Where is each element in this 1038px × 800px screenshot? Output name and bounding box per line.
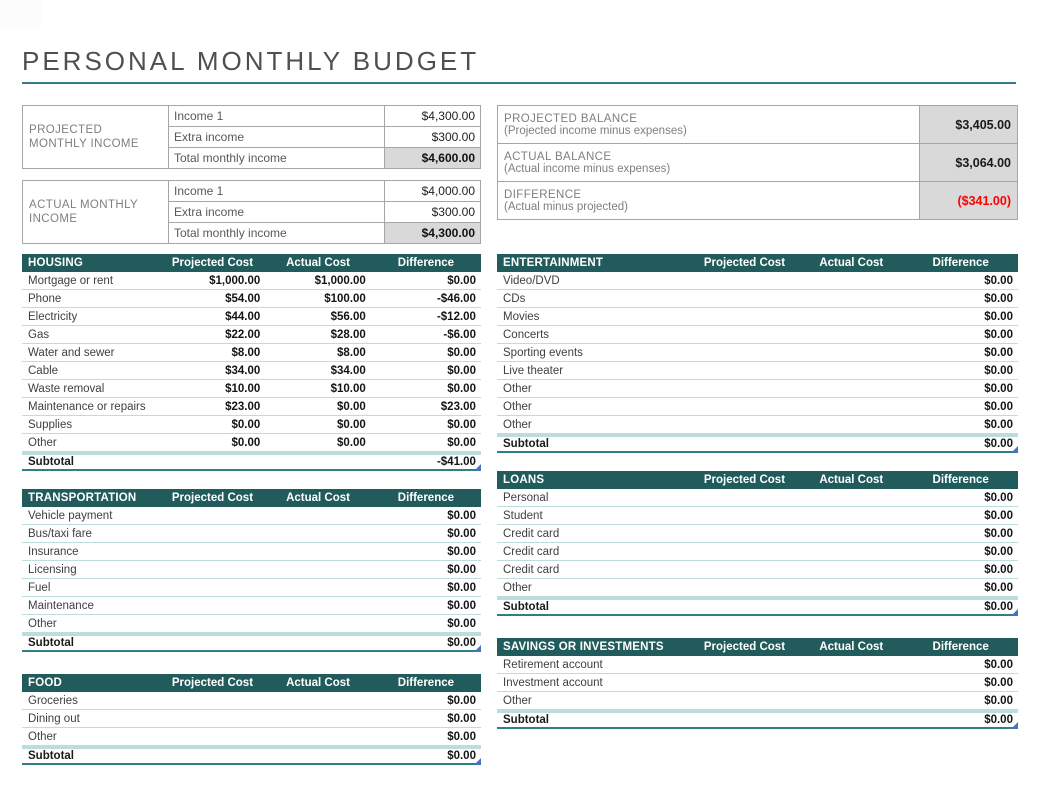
income-row-value-cell[interactable]: $300.00 bbox=[385, 202, 481, 223]
table-header-row bbox=[22, 254, 481, 272]
actual-cost-cell[interactable]: $10.00 bbox=[330, 382, 366, 395]
table-row bbox=[498, 106, 1018, 144]
actual-cost-header[interactable]: Actual Cost bbox=[819, 641, 884, 653]
actual-cost-cell[interactable]: $56.00 bbox=[330, 310, 366, 323]
subtotal-label-cell[interactable]: Subtotal bbox=[503, 438, 549, 450]
difference-cell[interactable]: $0.00 bbox=[447, 730, 476, 743]
difference-cell[interactable]: $0.00 bbox=[984, 658, 1013, 671]
difference-label-cell[interactable] bbox=[498, 182, 920, 220]
income-row-value-cell[interactable]: $300.00 bbox=[385, 127, 481, 148]
income-summary-column bbox=[22, 105, 481, 244]
category-name-header[interactable]: ENTERTAINMENT bbox=[503, 257, 604, 269]
fill-handle[interactable] bbox=[1011, 722, 1018, 729]
difference-cell[interactable]: $0.00 bbox=[447, 581, 476, 594]
actual-balance-sublabel: (Actual income minus expenses) bbox=[504, 162, 671, 175]
difference-cell[interactable]: $0.00 bbox=[984, 328, 1013, 341]
actual-cost-header[interactable]: Actual Cost bbox=[286, 492, 350, 504]
row-label-cell[interactable]: Video/DVD bbox=[503, 274, 560, 287]
difference-cell[interactable]: $0.00 bbox=[447, 418, 476, 431]
budget-table-savings-or-investments bbox=[497, 638, 1018, 729]
difference-cell[interactable]: $0.00 bbox=[984, 545, 1013, 558]
actual-cost-header[interactable]: Actual Cost bbox=[286, 677, 350, 689]
subtotal-label-cell[interactable]: Subtotal bbox=[503, 714, 549, 726]
actual-balance-value-cell[interactable]: $3,064.00 bbox=[920, 144, 1018, 182]
category-name-header[interactable]: HOUSING bbox=[28, 257, 84, 269]
fill-handle[interactable] bbox=[1011, 609, 1018, 616]
table-row bbox=[22, 416, 481, 434]
actual-cost-cell[interactable]: $8.00 bbox=[337, 346, 366, 359]
difference-cell[interactable]: $0.00 bbox=[984, 418, 1013, 431]
row-label-cell[interactable]: Water and sewer bbox=[28, 346, 115, 359]
screen-corner-artifact bbox=[0, 0, 42, 28]
income-row-label-cell[interactable]: Extra income bbox=[169, 127, 385, 148]
difference-cell[interactable]: $0.00 bbox=[447, 599, 476, 612]
projected-cost-cell[interactable]: $22.00 bbox=[225, 328, 261, 341]
difference-cell[interactable]: $0.00 bbox=[447, 346, 476, 359]
category-name-header[interactable]: FOOD bbox=[28, 677, 63, 689]
difference-cell[interactable]: $0.00 bbox=[447, 382, 476, 395]
table-row bbox=[22, 272, 481, 290]
row-label-cell[interactable]: Electricity bbox=[28, 310, 78, 323]
row-label-cell[interactable]: Insurance bbox=[28, 545, 79, 558]
table-row bbox=[22, 308, 481, 326]
table-row bbox=[497, 579, 1018, 597]
projected-cost-cell[interactable]: $34.00 bbox=[225, 364, 261, 377]
category-name-header[interactable]: LOANS bbox=[503, 474, 545, 486]
table-header-row bbox=[497, 638, 1018, 656]
table-row bbox=[22, 290, 481, 308]
projected-cost-header[interactable]: Projected Cost bbox=[171, 492, 254, 504]
actual-cost-header[interactable]: Actual Cost bbox=[819, 474, 884, 486]
budget-table-housing bbox=[22, 254, 481, 471]
actual-cost-header[interactable]: Actual Cost bbox=[819, 257, 884, 269]
fill-handle[interactable] bbox=[474, 464, 481, 471]
table-row bbox=[22, 543, 481, 561]
row-label-cell[interactable]: Other bbox=[503, 418, 532, 431]
fill-handle[interactable] bbox=[474, 758, 481, 765]
difference-cell[interactable]: $0.00 bbox=[984, 491, 1013, 504]
table-row bbox=[497, 525, 1018, 543]
projected-cost-header[interactable]: Projected Cost bbox=[703, 257, 786, 269]
actual-cost-cell[interactable]: $1,000.00 bbox=[314, 274, 366, 287]
difference-cell[interactable]: $23.00 bbox=[440, 400, 476, 413]
actual-cost-cell[interactable]: $100.00 bbox=[324, 292, 366, 305]
table-row bbox=[497, 674, 1018, 692]
projected-income-table bbox=[22, 105, 481, 169]
table-header-row bbox=[497, 471, 1018, 489]
difference-header[interactable]: Difference bbox=[397, 492, 455, 504]
actual-income-title-cell[interactable]: ACTUAL MONTHLY INCOME bbox=[23, 181, 169, 244]
actual-balance-label-cell[interactable] bbox=[498, 144, 920, 182]
balance-summary-table bbox=[497, 105, 1018, 220]
difference-cell[interactable]: $0.00 bbox=[984, 694, 1013, 707]
projected-income-title-cell[interactable]: PROJECTED MONTHLY INCOME bbox=[23, 106, 169, 169]
subtotal-row bbox=[22, 452, 481, 471]
left-tables-column bbox=[22, 254, 481, 765]
projected-cost-cell[interactable]: $54.00 bbox=[225, 292, 261, 305]
subtotal-row bbox=[22, 633, 481, 652]
fill-handle[interactable] bbox=[474, 645, 481, 652]
actual-cost-header[interactable]: Actual Cost bbox=[286, 257, 350, 269]
difference-cell[interactable]: $0.00 bbox=[984, 292, 1013, 305]
projected-balance-value-cell[interactable]: $3,405.00 bbox=[920, 106, 1018, 144]
income-row-value-cell[interactable]: $4,000.00 bbox=[385, 181, 481, 202]
table-row bbox=[497, 308, 1018, 326]
difference-cell[interactable]: -$12.00 bbox=[436, 310, 476, 323]
difference-header[interactable]: Difference bbox=[397, 677, 455, 689]
subtotal-label-cell[interactable]: Subtotal bbox=[28, 456, 74, 468]
difference-cell[interactable]: $0.00 bbox=[447, 274, 476, 287]
income-total-value-cell[interactable]: $4,300.00 bbox=[385, 223, 481, 244]
table-row bbox=[497, 290, 1018, 308]
table-row bbox=[22, 615, 481, 633]
row-label-cell[interactable]: Other bbox=[28, 617, 57, 630]
subtotal-label-cell[interactable]: Subtotal bbox=[503, 601, 549, 613]
projected-cost-cell[interactable]: $44.00 bbox=[225, 310, 261, 323]
row-label-cell[interactable]: Personal bbox=[503, 491, 549, 504]
difference-cell[interactable]: -$46.00 bbox=[436, 292, 476, 305]
difference-cell[interactable]: $0.00 bbox=[984, 527, 1013, 540]
table-row bbox=[497, 489, 1018, 507]
table-row bbox=[23, 106, 481, 127]
budget-table-transportation bbox=[22, 489, 481, 652]
projected-balance-label: PROJECTED BALANCE bbox=[504, 112, 638, 125]
difference-label: DIFFERENCE bbox=[504, 188, 582, 201]
row-label-cell[interactable]: Other bbox=[28, 730, 57, 743]
difference-header[interactable]: Difference bbox=[397, 257, 455, 269]
income-total-label-cell[interactable]: Total monthly income bbox=[169, 223, 385, 244]
income-total-label-cell[interactable]: Total monthly income bbox=[169, 148, 385, 169]
table-header-row bbox=[497, 254, 1018, 272]
difference-cell[interactable]: $0.00 bbox=[447, 436, 476, 449]
difference-header[interactable]: Difference bbox=[932, 641, 989, 653]
summary-area bbox=[22, 105, 1016, 244]
row-label-cell[interactable]: Other bbox=[28, 436, 57, 449]
actual-cost-cell[interactable]: $28.00 bbox=[330, 328, 366, 341]
difference-value-cell[interactable]: ($341.00) bbox=[920, 182, 1018, 220]
projected-cost-cell[interactable]: $0.00 bbox=[231, 418, 261, 431]
right-tables-column bbox=[497, 254, 1018, 729]
income-row-label-cell[interactable]: Income 1 bbox=[169, 181, 385, 202]
table-row bbox=[497, 692, 1018, 710]
row-label-cell[interactable]: Phone bbox=[28, 292, 62, 305]
row-label-cell[interactable]: CDs bbox=[503, 292, 526, 305]
table-row bbox=[22, 692, 481, 710]
row-label-cell[interactable]: Cable bbox=[28, 364, 59, 377]
difference-cell[interactable]: $0.00 bbox=[984, 714, 1013, 726]
table-row bbox=[22, 597, 481, 615]
personal-monthly-budget-sheet bbox=[0, 46, 1038, 765]
difference-cell[interactable]: $0.00 bbox=[984, 274, 1013, 287]
difference-cell[interactable]: $0.00 bbox=[984, 438, 1013, 450]
table-row bbox=[22, 579, 481, 597]
fill-handle[interactable] bbox=[1011, 446, 1018, 453]
category-tables-area bbox=[22, 254, 1016, 765]
table-row bbox=[497, 561, 1018, 579]
row-label-cell[interactable]: Vehicle payment bbox=[28, 509, 113, 522]
row-label-cell[interactable]: Mortgage or rent bbox=[28, 274, 114, 287]
balance-summary-column bbox=[497, 105, 1018, 220]
subtotal-row bbox=[497, 434, 1018, 453]
projected-balance-sublabel: (Projected income minus expenses) bbox=[504, 124, 687, 137]
category-name-header[interactable]: TRANSPORTATION bbox=[28, 492, 137, 504]
income-row-label-cell[interactable]: Extra income bbox=[169, 202, 385, 223]
projected-cost-cell[interactable]: $1,000.00 bbox=[209, 274, 261, 287]
row-label-cell[interactable]: Student bbox=[503, 509, 543, 522]
row-label-cell[interactable]: Waste removal bbox=[28, 382, 105, 395]
table-row bbox=[497, 507, 1018, 525]
row-label-cell[interactable]: Supplies bbox=[28, 418, 73, 431]
row-label-cell[interactable]: Concerts bbox=[503, 328, 550, 341]
budget-table-entertainment bbox=[497, 254, 1018, 453]
row-label-cell[interactable]: Other bbox=[503, 400, 532, 413]
category-name-header[interactable]: SAVINGS OR INVESTMENTS bbox=[503, 641, 664, 653]
actual-cost-cell[interactable]: $0.00 bbox=[337, 436, 366, 449]
table-header-row bbox=[22, 489, 481, 507]
income-row-value-cell[interactable]: $4,300.00 bbox=[385, 106, 481, 127]
row-label-cell[interactable]: Sporting events bbox=[503, 346, 583, 359]
subtotal-label-cell[interactable]: Subtotal bbox=[28, 637, 74, 649]
difference-cell[interactable]: $0.00 bbox=[447, 563, 476, 576]
row-label-cell[interactable]: Groceries bbox=[28, 694, 78, 707]
actual-cost-cell[interactable]: $0.00 bbox=[337, 418, 366, 431]
difference-cell[interactable]: $0.00 bbox=[984, 563, 1013, 576]
page-title: PERSONAL MONTHLY BUDGET bbox=[22, 46, 480, 76]
row-label-cell[interactable]: Maintenance bbox=[28, 599, 94, 612]
difference-cell[interactable]: $0.00 bbox=[447, 364, 476, 377]
table-row bbox=[497, 272, 1018, 290]
income-row-label-cell[interactable]: Income 1 bbox=[169, 106, 385, 127]
row-label-cell[interactable]: Other bbox=[503, 382, 532, 395]
row-label-cell[interactable]: Maintenance or repairs bbox=[28, 400, 146, 413]
difference-cell[interactable]: $0.00 bbox=[984, 310, 1013, 323]
table-row bbox=[22, 326, 481, 344]
difference-cell[interactable]: -$41.00 bbox=[436, 456, 476, 468]
projected-cost-cell[interactable]: $10.00 bbox=[225, 382, 261, 395]
budget-table-food bbox=[22, 674, 481, 765]
projected-cost-cell[interactable]: $23.00 bbox=[225, 400, 261, 413]
title-block bbox=[22, 46, 1016, 84]
row-label-cell[interactable]: Fuel bbox=[28, 581, 51, 594]
actual-income-table bbox=[22, 180, 481, 244]
difference-cell[interactable]: $0.00 bbox=[984, 382, 1013, 395]
table-row bbox=[22, 561, 481, 579]
difference-cell[interactable]: $0.00 bbox=[984, 364, 1013, 377]
row-label-cell[interactable]: Gas bbox=[28, 328, 50, 341]
actual-cost-cell[interactable]: $34.00 bbox=[330, 364, 366, 377]
difference-cell[interactable]: $0.00 bbox=[447, 509, 476, 522]
table-row bbox=[22, 434, 481, 452]
difference-cell[interactable]: $0.00 bbox=[984, 601, 1013, 613]
difference-cell[interactable]: $0.00 bbox=[984, 676, 1013, 689]
difference-header[interactable]: Difference bbox=[932, 474, 989, 486]
difference-cell[interactable]: $0.00 bbox=[447, 545, 476, 558]
row-label-cell[interactable]: Licensing bbox=[28, 563, 77, 576]
budget-table-loans bbox=[497, 471, 1018, 616]
row-label-cell[interactable]: Other bbox=[503, 694, 532, 707]
difference-cell[interactable]: $0.00 bbox=[447, 617, 476, 630]
table-header-row bbox=[22, 674, 481, 692]
table-row bbox=[497, 344, 1018, 362]
table-row bbox=[22, 525, 481, 543]
row-label-cell[interactable]: Credit card bbox=[503, 527, 560, 540]
difference-cell[interactable]: $0.00 bbox=[447, 750, 476, 762]
table-row bbox=[497, 326, 1018, 344]
actual-cost-cell[interactable]: $0.00 bbox=[337, 400, 366, 413]
difference-cell[interactable]: $0.00 bbox=[447, 527, 476, 540]
subtotal-row bbox=[497, 597, 1018, 616]
difference-header[interactable]: Difference bbox=[932, 257, 989, 269]
table-row bbox=[22, 380, 481, 398]
table-row bbox=[23, 181, 481, 202]
table-row bbox=[497, 380, 1018, 398]
difference-sublabel: (Actual minus projected) bbox=[504, 200, 628, 213]
difference-cell[interactable]: $0.00 bbox=[984, 346, 1013, 359]
row-label-cell[interactable]: Dining out bbox=[28, 712, 80, 725]
projected-cost-cell[interactable]: $8.00 bbox=[231, 346, 261, 359]
projected-cost-cell[interactable]: $0.00 bbox=[231, 436, 261, 449]
table-row bbox=[497, 398, 1018, 416]
table-row bbox=[498, 182, 1018, 220]
table-row bbox=[22, 710, 481, 728]
difference-cell[interactable]: $0.00 bbox=[984, 581, 1013, 594]
table-row bbox=[497, 362, 1018, 380]
row-label-cell[interactable]: Live theater bbox=[503, 364, 564, 377]
row-label-cell[interactable]: Investment account bbox=[503, 676, 603, 689]
difference-cell[interactable]: $0.00 bbox=[984, 509, 1013, 522]
row-label-cell[interactable]: Credit card bbox=[503, 545, 560, 558]
table-row bbox=[22, 344, 481, 362]
projected-cost-header[interactable]: Projected Cost bbox=[171, 257, 254, 269]
row-label-cell[interactable]: Bus/taxi fare bbox=[28, 527, 92, 540]
projected-cost-header[interactable]: Projected Cost bbox=[703, 641, 786, 653]
subtotal-row bbox=[22, 746, 481, 765]
table-row bbox=[497, 656, 1018, 674]
table-row bbox=[22, 728, 481, 746]
difference-cell[interactable]: $0.00 bbox=[447, 712, 476, 725]
projected-cost-header[interactable]: Projected Cost bbox=[703, 474, 786, 486]
table-row bbox=[22, 362, 481, 380]
subtotal-row bbox=[497, 710, 1018, 729]
difference-cell[interactable]: $0.00 bbox=[984, 400, 1013, 413]
difference-cell[interactable]: $0.00 bbox=[447, 694, 476, 707]
table-row bbox=[497, 543, 1018, 561]
difference-cell[interactable]: $0.00 bbox=[447, 637, 476, 649]
projected-cost-header[interactable]: Projected Cost bbox=[171, 677, 254, 689]
row-label-cell[interactable]: Movies bbox=[503, 310, 540, 323]
subtotal-label-cell[interactable]: Subtotal bbox=[28, 750, 74, 762]
table-row bbox=[497, 416, 1018, 434]
table-row bbox=[22, 507, 481, 525]
actual-balance-label: ACTUAL BALANCE bbox=[504, 150, 612, 163]
income-total-value-cell[interactable]: $4,600.00 bbox=[385, 148, 481, 169]
difference-cell[interactable]: -$6.00 bbox=[443, 328, 476, 341]
row-label-cell[interactable]: Credit card bbox=[503, 563, 560, 576]
table-row bbox=[498, 144, 1018, 182]
projected-balance-label-cell[interactable] bbox=[498, 106, 920, 144]
row-label-cell[interactable]: Other bbox=[503, 581, 532, 594]
table-row bbox=[22, 398, 481, 416]
row-label-cell[interactable]: Retirement account bbox=[503, 658, 603, 671]
